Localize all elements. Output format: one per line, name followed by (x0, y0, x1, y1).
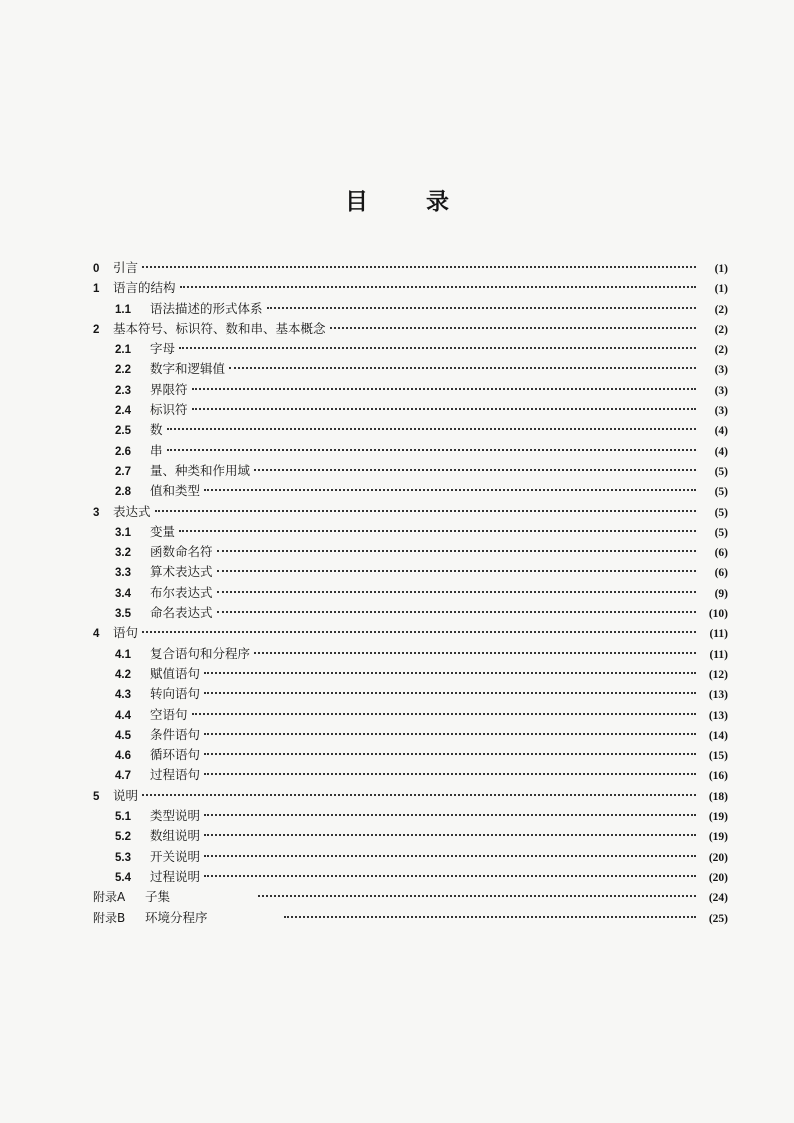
toc-entry-page: (1) (714, 263, 728, 275)
toc-entry[interactable] (93, 908, 728, 928)
toc-entry-page: (13) (708, 709, 728, 722)
toc-entry-page: (4) (714, 425, 728, 438)
toc-entry-page: (2) (714, 303, 728, 316)
toc-entry-page: (20) (708, 871, 728, 884)
toc-entry[interactable] (93, 603, 728, 623)
toc-entry-page: (2) (714, 323, 728, 336)
toc-entry-label: 条件语句 (150, 726, 201, 742)
toc-entry[interactable] (93, 847, 728, 867)
toc-entry-page: (2) (714, 344, 728, 357)
toc-entry-label: 说明 (113, 787, 139, 803)
toc-entry-number: 1.1 (115, 303, 131, 316)
dot-leader (217, 591, 696, 593)
toc-entry-page: (9) (714, 587, 728, 600)
toc-entry-page: (6) (714, 567, 728, 580)
toc-entry[interactable] (93, 258, 728, 278)
toc-entry-label: 过程说明 (150, 868, 201, 884)
toc-entry[interactable] (93, 745, 728, 765)
dot-leader (204, 773, 696, 775)
toc-entry[interactable] (93, 420, 728, 440)
toc-entry-number: 0 (93, 263, 100, 275)
toc-entry-page: (14) (708, 729, 728, 742)
toc-entry-label: 值和类型 (150, 483, 201, 499)
toc-entry[interactable] (93, 359, 728, 379)
dot-leader (254, 469, 696, 471)
toc-entry-page: (25) (708, 912, 728, 925)
toc-entry-label: 表达式 (113, 503, 151, 519)
toc-entry-label: 语句 (113, 625, 139, 641)
toc-entry-number: 3 (93, 506, 100, 519)
dot-leader (142, 266, 696, 268)
toc-entry[interactable] (93, 278, 728, 298)
table-of-contents (93, 258, 728, 928)
dot-leader (192, 388, 696, 390)
page-title (0, 183, 794, 216)
toc-entry-number: 5.3 (115, 851, 131, 864)
toc-entry[interactable] (93, 542, 728, 562)
toc-entry-page: (3) (714, 405, 728, 418)
toc-entry-number: 4.6 (115, 750, 131, 763)
toc-entry-page: (16) (708, 770, 728, 783)
toc-entry-label: 布尔表达式 (150, 584, 213, 600)
toc-entry[interactable] (93, 299, 728, 319)
toc-entry-number: 4.3 (115, 689, 131, 702)
toc-entry[interactable] (93, 765, 728, 785)
toc-entry[interactable] (93, 441, 728, 461)
toc-entry-label: 命名表达式 (150, 605, 213, 621)
toc-entry-label: 数字和逻辑值 (150, 361, 226, 377)
toc-entry-label: 函数命名符 (150, 544, 213, 560)
toc-entry-number: 附录A (93, 890, 126, 905)
toc-entry-number: 4.5 (115, 729, 131, 742)
toc-entry-label: 复合语句和分程序 (150, 645, 251, 661)
toc-entry[interactable] (93, 725, 728, 745)
dot-leader (217, 570, 696, 572)
dot-leader (217, 550, 696, 552)
toc-entry-label: 数 (150, 422, 163, 438)
dot-leader (229, 367, 696, 369)
toc-entry-number: 3.3 (115, 567, 131, 580)
toc-entry-page: (6) (714, 547, 728, 560)
toc-entry-number: 2.5 (115, 425, 131, 438)
toc-entry-page: (5) (714, 486, 728, 499)
toc-entry-label: 语法描述的形式体系 (150, 300, 263, 316)
dot-leader (179, 347, 696, 349)
toc-entry-page: (24) (708, 892, 728, 905)
toc-entry-number: 3.5 (115, 608, 131, 621)
toc-entry-page: (5) (714, 465, 728, 478)
toc-entry-page: (18) (708, 790, 728, 803)
dot-leader (192, 713, 696, 715)
toc-entry-label: 过程语句 (150, 767, 201, 783)
toc-entry-label: 字母 (150, 341, 176, 357)
dot-leader (142, 631, 696, 633)
dot-leader (142, 794, 696, 796)
title-char-2: 录 (426, 189, 449, 215)
toc-entry[interactable] (93, 339, 728, 359)
toc-entry-label: 开关说明 (150, 848, 201, 864)
dot-leader (204, 753, 696, 755)
toc-entry-page: (12) (708, 668, 728, 681)
toc-entry-number: 1 (93, 283, 100, 296)
toc-entry-page: (5) (714, 526, 728, 539)
toc-entry-label: 转向语句 (150, 686, 201, 702)
toc-entry-number: 5.4 (115, 871, 131, 884)
toc-entry-number: 3.1 (115, 526, 131, 539)
toc-entry[interactable] (93, 826, 728, 846)
toc-entry-label: 串 (150, 442, 163, 458)
dot-leader (167, 449, 696, 451)
dot-leader (204, 814, 696, 816)
toc-entry[interactable] (93, 502, 728, 522)
toc-entry-number: 4.2 (115, 668, 131, 681)
toc-entry[interactable] (93, 806, 728, 826)
toc-entry-label: 算术表达式 (150, 564, 213, 580)
toc-entry-number: 5.2 (115, 831, 131, 844)
toc-entry-number: 4.4 (115, 709, 131, 722)
dot-leader (204, 733, 696, 735)
dot-leader (179, 530, 696, 532)
title-char-1: 目 (345, 189, 368, 215)
toc-entry[interactable] (93, 481, 728, 501)
toc-entry-page: (3) (714, 384, 728, 397)
toc-entry-number: 2.4 (115, 405, 131, 418)
toc-entry-label: 引言 (113, 260, 139, 275)
toc-entry-number: 附录B (93, 910, 126, 925)
toc-entry[interactable] (93, 887, 728, 907)
toc-entry-page: (11) (709, 628, 728, 641)
toc-entry[interactable] (93, 400, 728, 420)
toc-entry-number: 2.8 (115, 486, 131, 499)
toc-entry-number: 3.4 (115, 587, 131, 600)
toc-entry-label: 赋值语句 (150, 665, 201, 681)
toc-entry[interactable] (93, 461, 728, 481)
toc-entry-number: 2.7 (115, 465, 131, 478)
toc-entry-label: 语言的结构 (113, 280, 176, 296)
toc-entry-page: (19) (708, 811, 728, 824)
dot-leader (217, 611, 696, 613)
toc-entry-number: 2.3 (115, 384, 131, 397)
dot-leader (204, 672, 696, 674)
toc-entry[interactable] (93, 644, 728, 664)
toc-entry[interactable] (93, 705, 728, 725)
dot-leader (155, 510, 696, 512)
toc-entry-label: 类型说明 (150, 808, 201, 824)
toc-entry-number: 2.6 (115, 445, 131, 458)
toc-entry-label: 子集 (145, 889, 171, 905)
toc-entry-number: 2.1 (115, 344, 131, 357)
toc-entry-page: (1) (714, 283, 728, 296)
toc-entry-label: 基本符号、标识符、数和串、基本概念 (113, 320, 326, 336)
toc-entry[interactable] (93, 319, 728, 339)
toc-entry-page: (3) (714, 364, 728, 377)
toc-entry[interactable] (93, 522, 728, 542)
toc-entry[interactable] (93, 380, 728, 400)
toc-entry-page: (4) (714, 445, 728, 458)
toc-entry-page: (15) (708, 750, 728, 763)
toc-entry-number: 4 (93, 628, 100, 641)
toc-entry[interactable] (93, 623, 728, 643)
toc-entry-label: 变量 (150, 523, 176, 539)
toc-entry-label: 环境分程序 (145, 909, 208, 925)
dot-leader (167, 428, 696, 430)
toc-entry-label: 循环语句 (150, 747, 201, 763)
toc-entry-label: 界限符 (150, 381, 188, 397)
dot-leader (284, 916, 696, 918)
toc-entry-label: 空语句 (150, 706, 188, 722)
toc-entry-label: 数组说明 (150, 828, 201, 844)
toc-entry-page: (19) (708, 831, 728, 844)
dot-leader (254, 652, 696, 654)
toc-entry-page: (5) (714, 506, 728, 519)
toc-entry-number: 4.1 (115, 648, 131, 661)
dot-leader (204, 855, 696, 857)
toc-entry-number: 2 (93, 323, 100, 336)
toc-entry[interactable] (93, 664, 728, 684)
toc-entry-page: (11) (709, 648, 728, 661)
toc-entry[interactable] (93, 583, 728, 603)
toc-entry-label: 标识符 (150, 402, 188, 418)
toc-entry-number: 3.2 (115, 547, 131, 560)
toc-entry[interactable] (93, 562, 728, 582)
dot-leader (267, 307, 696, 309)
toc-entry-label: 量、种类和作用域 (150, 462, 251, 478)
toc-entry-page: (13) (708, 689, 728, 702)
dot-leader (192, 408, 696, 410)
dot-leader (258, 895, 696, 897)
toc-entry-page: (20) (708, 851, 728, 864)
dot-leader (204, 692, 696, 694)
toc-entry-number: 5 (93, 790, 100, 803)
dot-leader (180, 286, 696, 288)
toc-entry-number: 2.2 (115, 364, 131, 377)
toc-entry-number: 5.1 (115, 811, 131, 824)
dot-leader (204, 489, 696, 491)
toc-entry-number: 4.7 (115, 770, 131, 783)
dot-leader (330, 327, 696, 329)
toc-entry[interactable] (93, 786, 728, 806)
toc-entry[interactable] (93, 867, 728, 887)
toc-entry[interactable] (93, 684, 728, 704)
toc-entry-page: (10) (708, 608, 728, 621)
dot-leader (204, 834, 696, 836)
dot-leader (204, 875, 696, 877)
